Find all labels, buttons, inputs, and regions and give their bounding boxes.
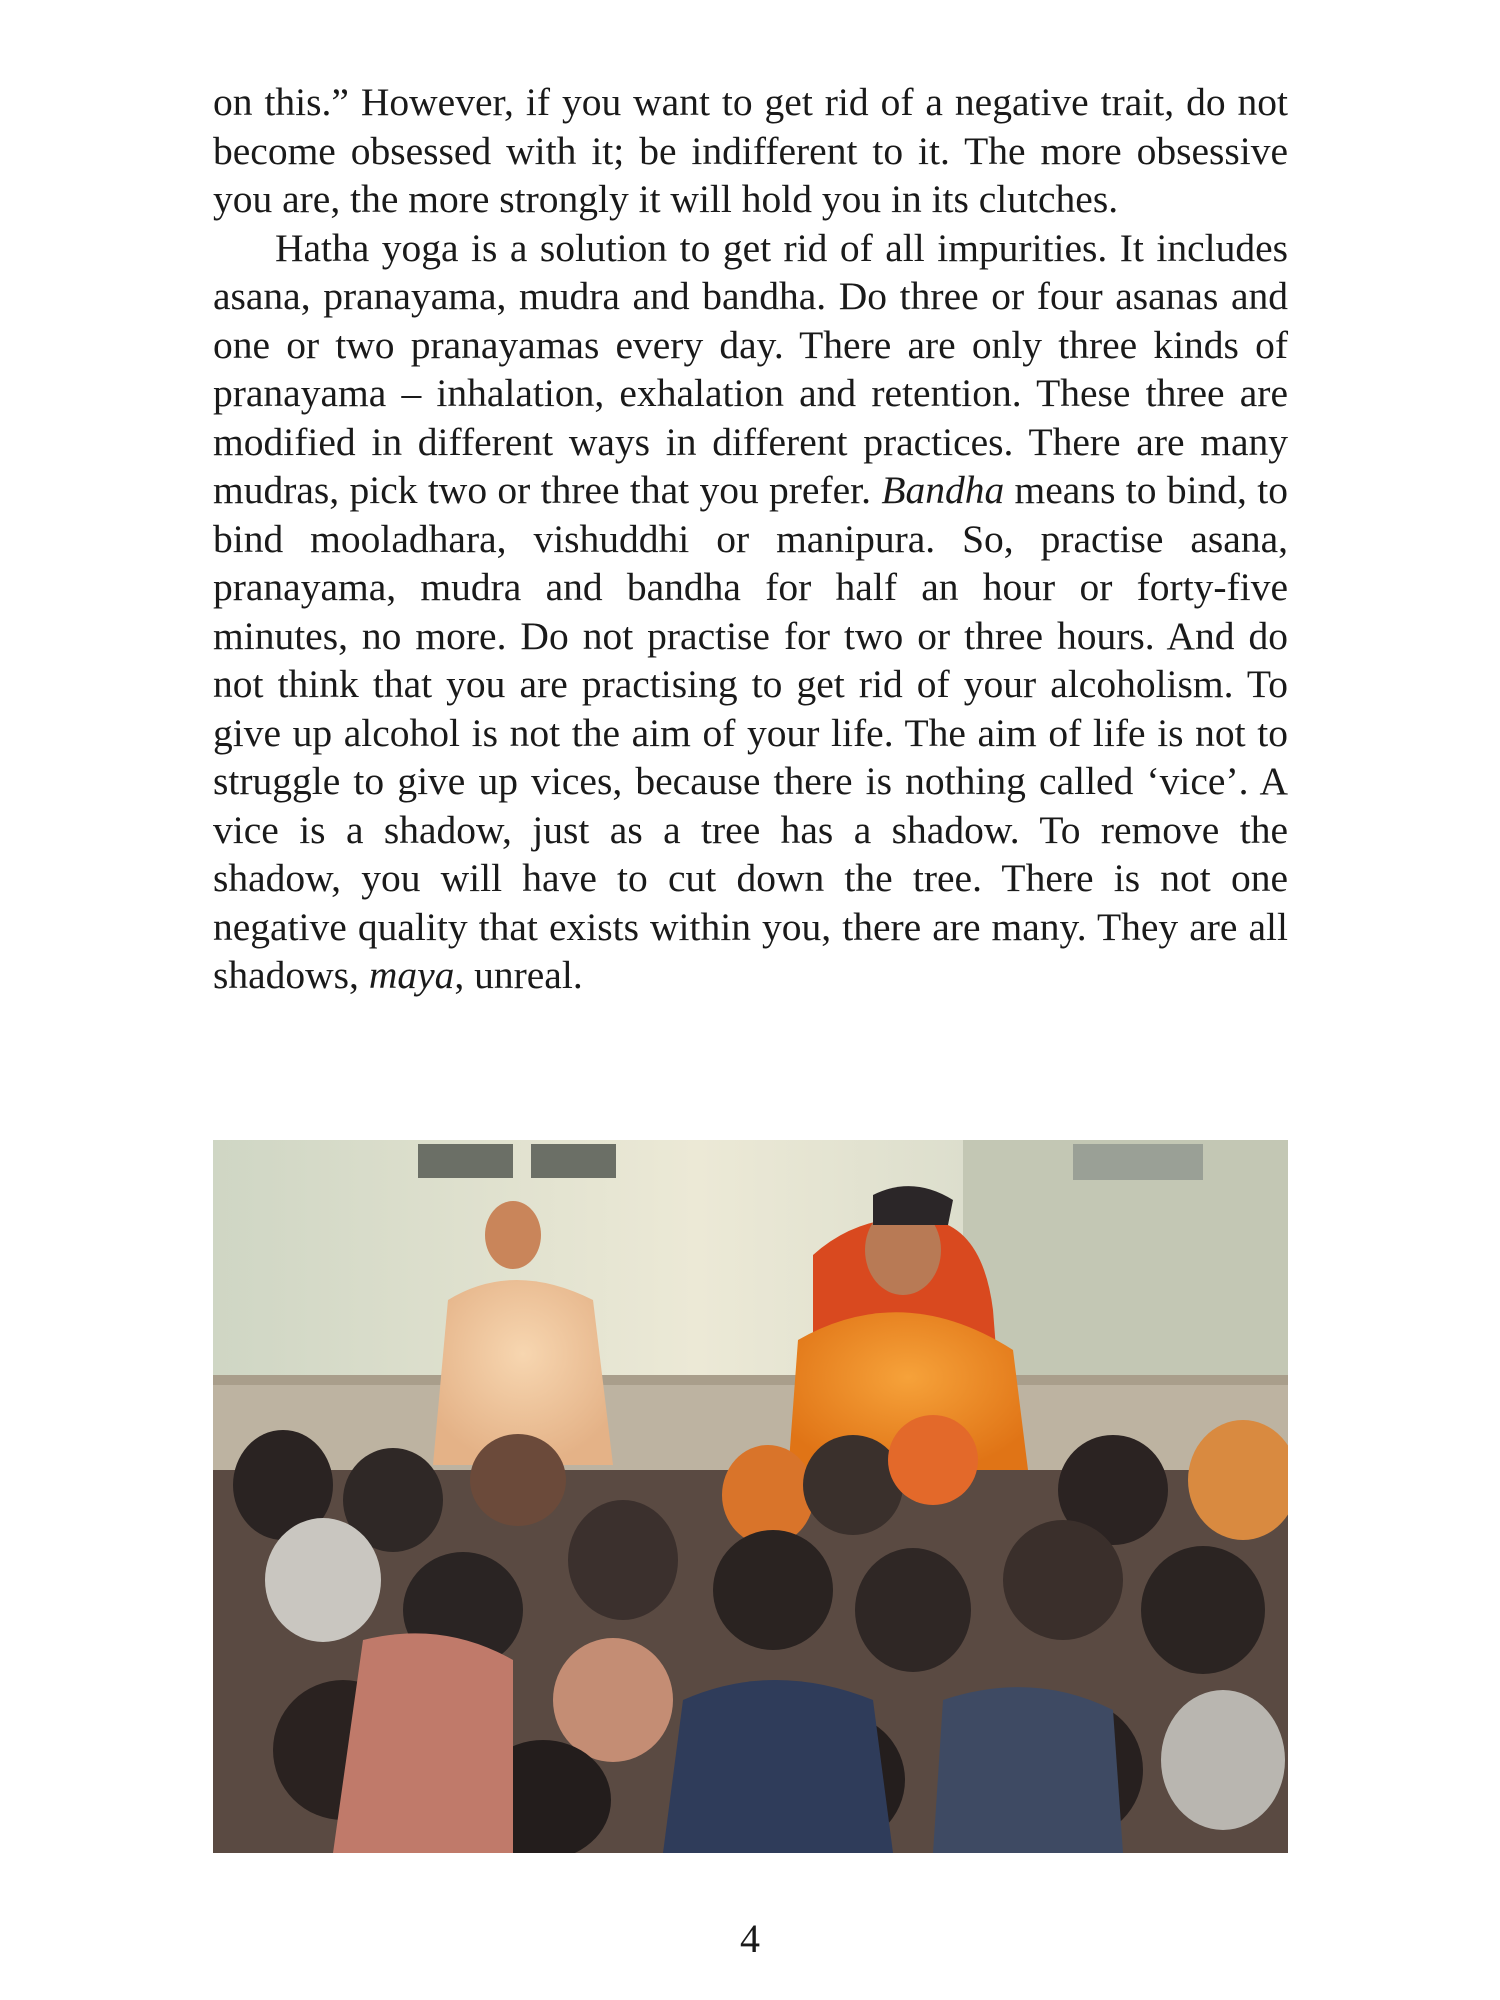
paragraph-2 [213,224,1288,1000]
satsang-photo-illustration [213,1140,1288,1853]
audience [213,1415,1288,1853]
body-text [213,78,1288,1000]
paragraph-2-part-2: means to bind, to bind mooladhara, vishuddhi or manipura. So, practise asana, pranayama, mudra and bandha for half an hour or forty-five minutes, no more. Do not practise for two or three hours. And do not think that you are practising to get rid of your alcoholism. To give up alcohol is not the aim of your life. The aim of life is not to struggle to give up vices, because there is nothing called ‘vice’. A vice is a shadow, just as a tree has a shadow. To remove the shadow, you will have to cut down the tree. There is not one negative quality that exists within you, there are many. They are all shadows, [213,468,1288,997]
paragraph-1: on this.” However, if you want to get rid of a negative trait, do not become obsessed with it; be indifferent to it. The more obsessive you are, the more strongly it will hold you in its clutches. [213,80,1288,221]
satsang-photo [213,1140,1288,1853]
term-bandha: Bandha [881,468,1005,512]
term-maya: maya [368,953,455,997]
paragraph-2-part-3: , unreal. [454,953,583,997]
paragraph-2-part-1: Hatha yoga is a solution to get rid of all impurities. It includes asana, pranayama, mudra and bandha. Do three or four asanas and one or two pranayamas every day. There are only three kinds of pranayama – inhalation, exhalation and retention. These three are modified in different ways in different practices. There are many mudras, pick two or three that you prefer. [213,225,1288,512]
page-number: 4 [740,1916,760,1961]
